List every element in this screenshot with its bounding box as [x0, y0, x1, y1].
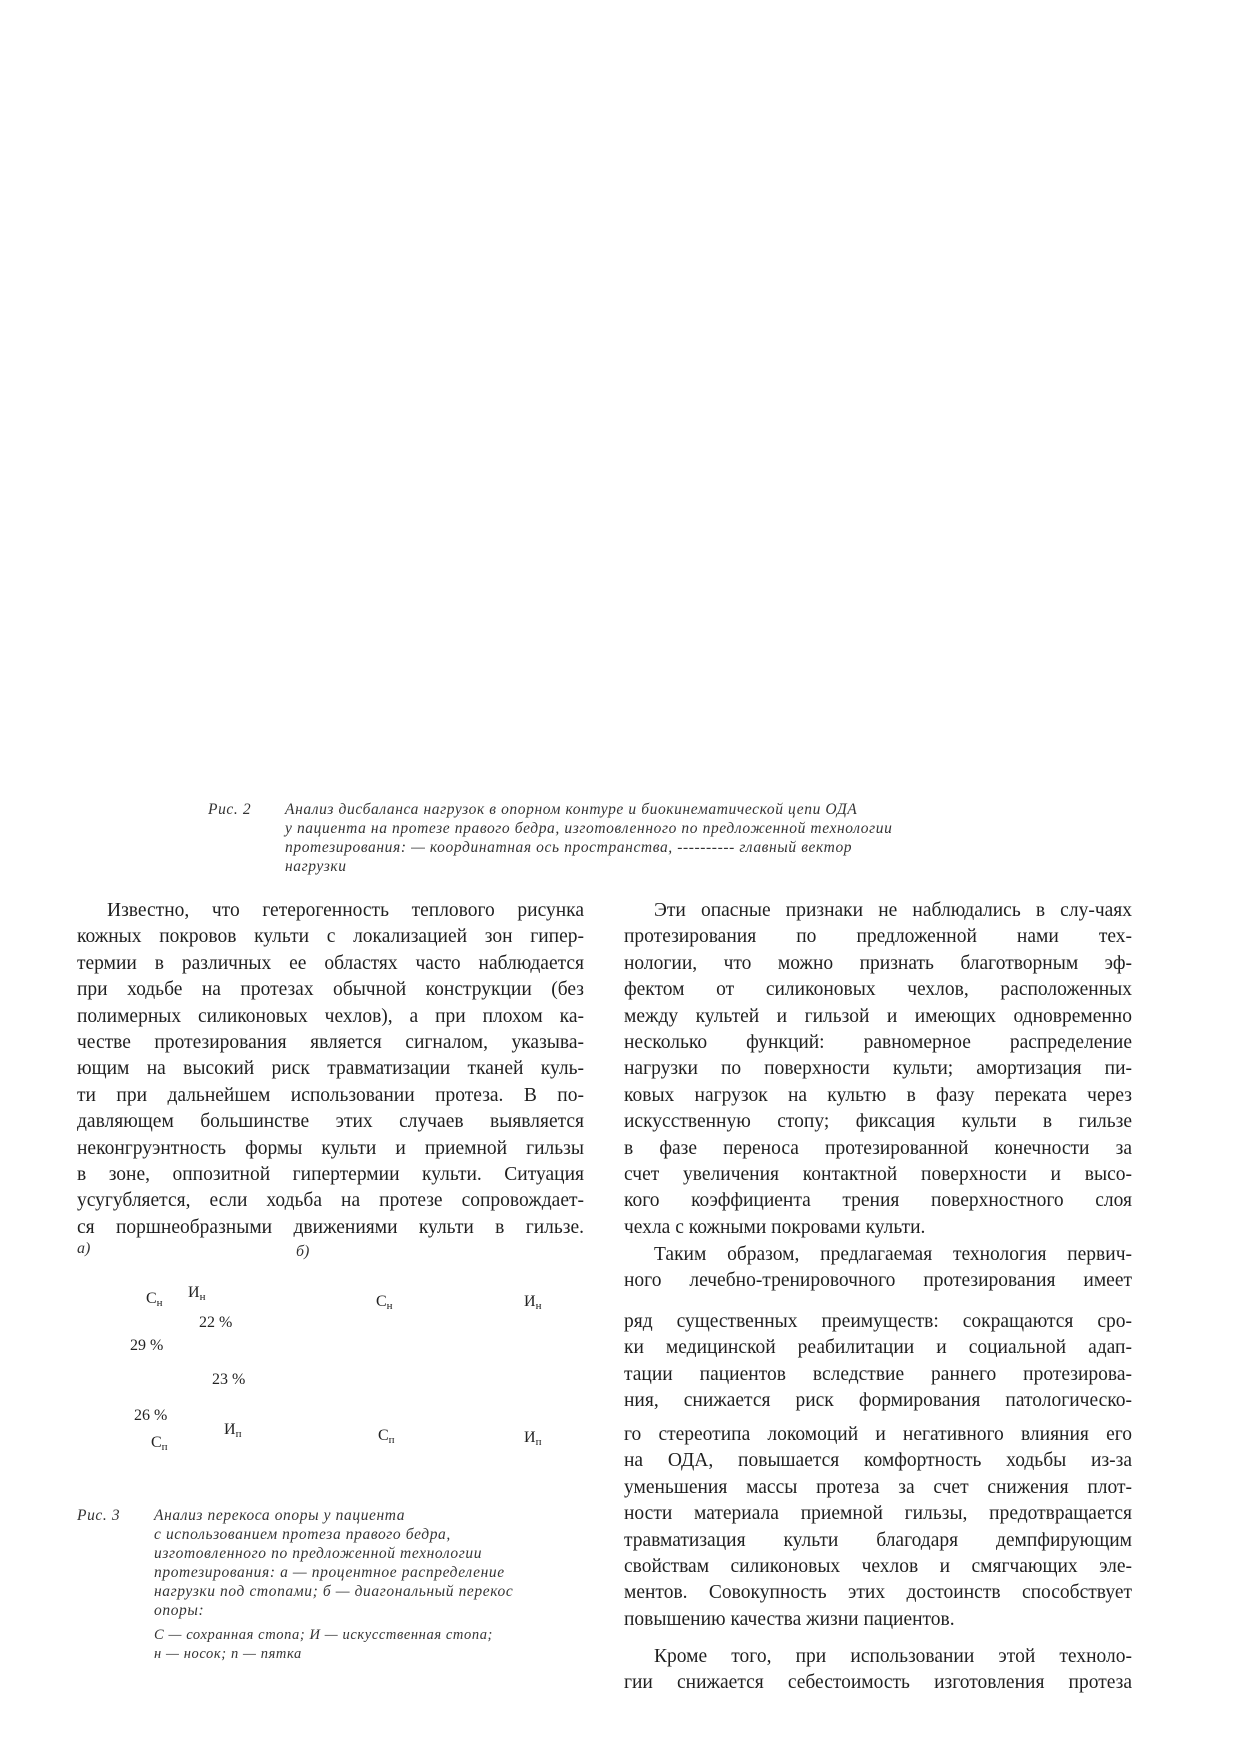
- text-line: кожных покровов культи с локализацией зон гипер-: [77, 926, 584, 948]
- text-line: ся поршнеобразными движениями культи в гильзе.: [77, 1216, 584, 1238]
- text-line: нагрузки по поверхности культи; амортизация пи-: [624, 1058, 1132, 1080]
- text-line: ряд существенных преимуществ: сокращаются сро-: [624, 1311, 1132, 1332]
- right-column-block-2: [624, 1242, 1132, 1295]
- text-line: между культей и гильзой и имеющих одновременно: [624, 1005, 1132, 1027]
- fig2-caption-line: у пациента на протезе правого бедра, изготовленного по предложенной технологии: [285, 820, 893, 837]
- text-line: неконгруэнтность формы культи и приемной гильзы: [77, 1137, 584, 1159]
- text-line: ния, снижается риск формирования патологическо-: [624, 1390, 1132, 1412]
- fig2-caption-label: Рис. 2: [208, 801, 252, 818]
- right-column-block-1: [624, 898, 1132, 1241]
- fig2-caption-line: Анализ дисбаланса нагрузок в опорном контуре и биокинематической цепи ОДА: [285, 801, 858, 818]
- text-line: на ОДА, повышается комфортность ходьбы из-за: [624, 1450, 1132, 1472]
- fig3-a-label-in: $И_н$: [188, 1284, 206, 1303]
- fig3-a-percent-22: 22 %: [199, 1314, 233, 1331]
- text-line: в зоне, оппозитной гипертермии культи. Ситуация: [77, 1164, 584, 1186]
- text-line: ности материала приемной гильзы, предотвращается: [624, 1503, 1132, 1525]
- fig3-legend-line: н — носок; п — пятка: [154, 1646, 302, 1662]
- text-line: честве протезирования является сигналом, указыва-: [77, 1032, 584, 1054]
- text-line: в фазе переноса протезированной конечности за: [624, 1137, 1132, 1159]
- fig3-caption-line: Анализ перекоса опоры у пациента: [154, 1507, 406, 1524]
- text-line: Известно, что гетерогенность теплового рисунка: [107, 900, 584, 921]
- fig2-caption-line: нагрузки: [285, 858, 347, 875]
- text-line: термии в различных ее областях часто наблюдается: [77, 952, 584, 974]
- fig3-caption: [77, 1506, 577, 1662]
- text-line: счет увеличения контактной поверхности и высо-: [624, 1164, 1132, 1186]
- text-line: протезирования по предложенной нами тех-: [624, 926, 1132, 948]
- text-line: давляющем большинстве этих случаев выявляется: [77, 1111, 584, 1133]
- text-line: усугубляется, если ходьба на протезе сопровождает-: [77, 1190, 584, 1212]
- text-line: ки медицинской реабилитации и социальной адап-: [624, 1337, 1132, 1359]
- fig3-b-label-ip: $И_п$: [524, 1429, 542, 1448]
- text-line: полимерных силиконовых чехлов), а при плохом ка-: [77, 1005, 584, 1027]
- text-line: фектом от силиконовых чехлов, расположенных: [624, 979, 1132, 1001]
- text-line: тации пациентов вследствие раннего протезирова-: [624, 1363, 1132, 1385]
- fig3-b-label-in: $И_н$: [524, 1293, 542, 1312]
- fig3-a-label-cp: $С_п$: [151, 1434, 168, 1453]
- fig3-panel-a-letter: а): [77, 1240, 91, 1257]
- text-line: чехла с кожными покровами культи.: [624, 1216, 926, 1238]
- text-line: при ходьбе на протезах обычной конструкции (без: [77, 979, 584, 1001]
- right-column-block-3: [624, 1309, 1132, 1415]
- fig3-caption-line: протезирования: а — процентное распределение: [154, 1564, 505, 1581]
- text-line: гии снижается себестоимость изготовления протеза: [624, 1672, 1132, 1694]
- fig3-a-label-cn: $С_н$: [146, 1290, 163, 1309]
- text-line: кого коэффициента трения поверхностного слоя: [624, 1190, 1132, 1212]
- fig3-caption-line: с использованием протеза правого бедра,: [154, 1526, 451, 1543]
- text-line: Кроме того, при использовании этой техноло-: [654, 1646, 1132, 1667]
- fig2-caption-line: протезирования: — координатная ось пространства, ---------- главный вектор: [285, 839, 853, 856]
- fig2-caption: [208, 800, 1008, 880]
- text-line: ющим на высокий риск травматизации тканей куль-: [77, 1058, 584, 1080]
- fig3-a-percent-29: 29 %: [130, 1337, 164, 1354]
- fig3-a-label-ip: $И_п$: [224, 1421, 242, 1440]
- text-line: повышению качества жизни пациентов.: [624, 1608, 955, 1630]
- text-line: Таким образом, предлагаемая технология первич-: [654, 1244, 1132, 1265]
- fig3-legend-line: С — сохранная стопа; И — искусственная стопа;: [154, 1627, 493, 1643]
- text-line: ти при дальнейшем использовании протеза. В по-: [77, 1084, 584, 1106]
- text-line: искусственную стопу; фиксация культи в гильзе: [624, 1111, 1132, 1133]
- fig3-b-label-cn: $С_н$: [376, 1293, 393, 1312]
- text-line: ковых нагрузок на культю в фазу переката через: [624, 1084, 1132, 1106]
- text-line: го стереотипа локомоций и негативного влияния его: [624, 1424, 1132, 1445]
- fig3-caption-line: опоры:: [154, 1602, 205, 1619]
- text-line: ментов. Совокупность этих достоинств способствует: [624, 1582, 1132, 1604]
- text-line: несколько функций: равномерное распределение: [624, 1032, 1132, 1054]
- right-column-block-5: [624, 1644, 1132, 1697]
- fig3-caption-label: Рис. 3: [77, 1507, 121, 1524]
- text-line: нологии, что можно признать благотворным эф-: [624, 952, 1132, 974]
- fig3-panel-b-letter: б): [296, 1243, 310, 1260]
- fig3-a-percent-26: 26 %: [134, 1407, 168, 1424]
- fig2-caption-text: [285, 800, 892, 876]
- fig3-caption-line: нагрузки под стопами; б — диагональный перекос: [154, 1583, 514, 1600]
- text-line: травматизация культи благодаря демпфирующим: [624, 1529, 1132, 1551]
- text-line: Эти опасные признаки не наблюдались в слу-чаях: [654, 900, 1132, 921]
- right-column-block-4: [624, 1422, 1132, 1633]
- text-line: уменьшения массы протеза за счет снижения плот-: [624, 1476, 1132, 1498]
- fig3-b-label-cp: $С_п$: [378, 1427, 395, 1446]
- text-line: ного лечебно-тренировочного протезирования имеет: [624, 1270, 1132, 1292]
- fig3-a-percent-23: 23 %: [212, 1371, 246, 1388]
- fig3-caption-text: [154, 1506, 513, 1664]
- text-line: свойствам силиконовых чехлов и смягчающих эле-: [624, 1556, 1132, 1578]
- fig3-caption-line: изготовленного по предложенной технологии: [154, 1545, 483, 1562]
- left-column-text: [77, 898, 584, 1241]
